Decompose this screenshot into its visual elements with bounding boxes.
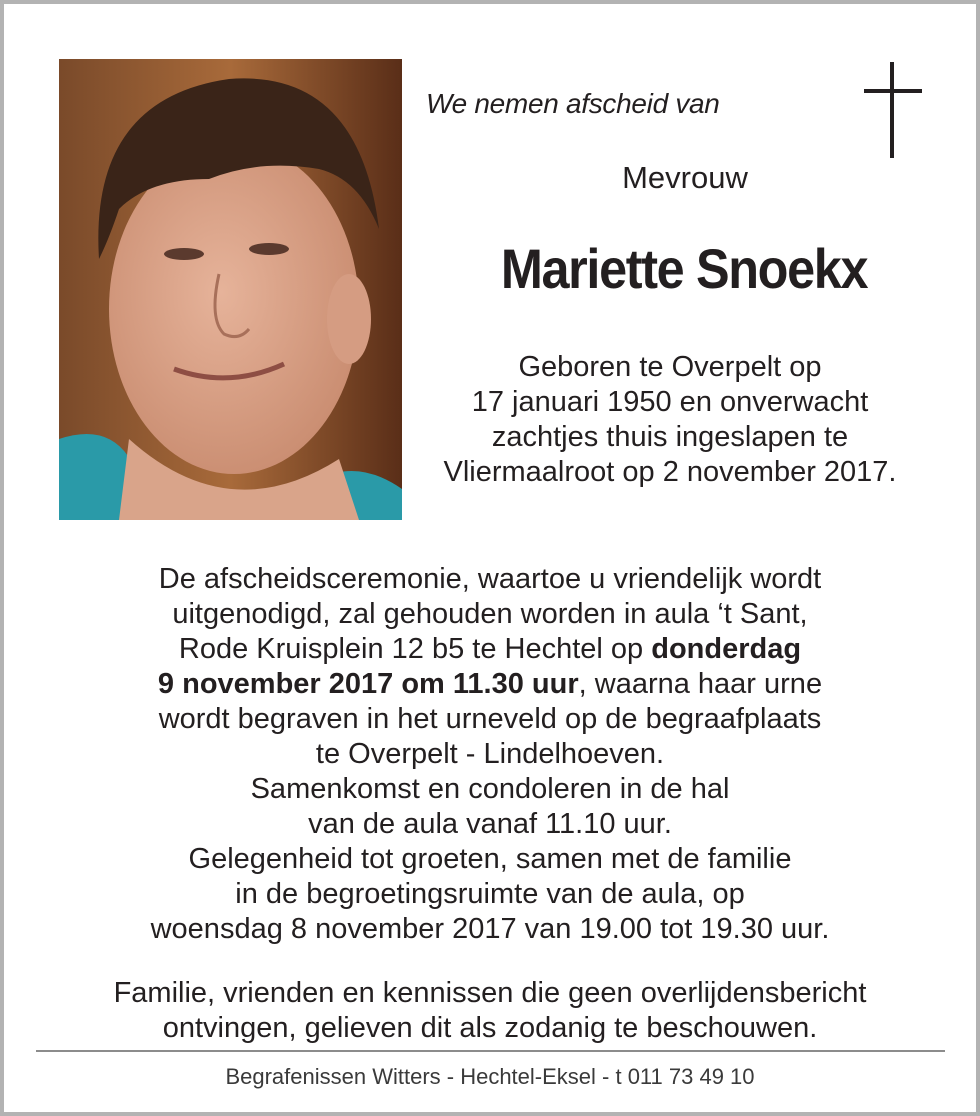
birth-line: zachtjes thuis ingeslapen te [491,421,849,453]
ceremony-line: wordt begraven in het urneveld op de begraafplaats [158,703,822,735]
ceremony-line: woensdag 8 november 2017 van 19.00 tot 19.30 uur. [150,913,830,945]
ceremony-text: , waarna haar urne [578,668,823,700]
funeral-home-footer: Begrafenissen Witters - Hechtel-Eksel - t 011 73 49 10 [225,1064,755,1089]
ceremony-line: Samenkomst en condoleren in de hal [250,773,730,805]
deceased-name: Mariette Snoekx [500,237,868,300]
intro-text: We nemen afscheid van [426,88,720,119]
ceremony-text: Rode Kruisplein 12 b5 te Hechtel op [178,633,652,665]
portrait-photo [59,59,402,520]
footer-divider [36,1050,945,1052]
ceremony-details [40,562,940,947]
ceremony-datetime: 9 november 2017 om 11.30 uur [157,668,579,700]
birth-line: Geboren te Overpelt op [518,351,822,383]
family-line: Familie, vrienden en kennissen die geen overlijdensbericht [113,977,867,1009]
ceremony-line [40,667,940,702]
birth-line: 17 januari 1950 en onverwacht [471,386,869,418]
family-line: ontvingen, gelieven dit als zodanig te beschouwen. [162,1012,818,1044]
cross-icon [864,62,922,158]
ceremony-line: te Overpelt - Lindelhoeven. [315,738,665,770]
ceremony-line: in de begroetingsruimte van de aula, op [235,878,745,910]
family-note [40,976,940,1046]
ceremony-line: van de aula vanaf 11.10 uur. [308,808,672,840]
ceremony-line: Gelegenheid tot groeten, samen met de familie [188,843,792,875]
ceremony-line [40,632,940,667]
ceremony-day: donderdag [651,633,802,665]
ceremony-line: De afscheidsceremonie, waartoe u vriendelijk wordt [158,563,822,595]
birth-line: Vliermaalroot op 2 november 2017. [443,456,897,488]
ceremony-line: uitgenodigd, zal gehouden worden in aula ‘t Sant, [172,598,808,630]
birth-details [410,350,930,490]
salutation: Mevrouw [622,160,748,195]
